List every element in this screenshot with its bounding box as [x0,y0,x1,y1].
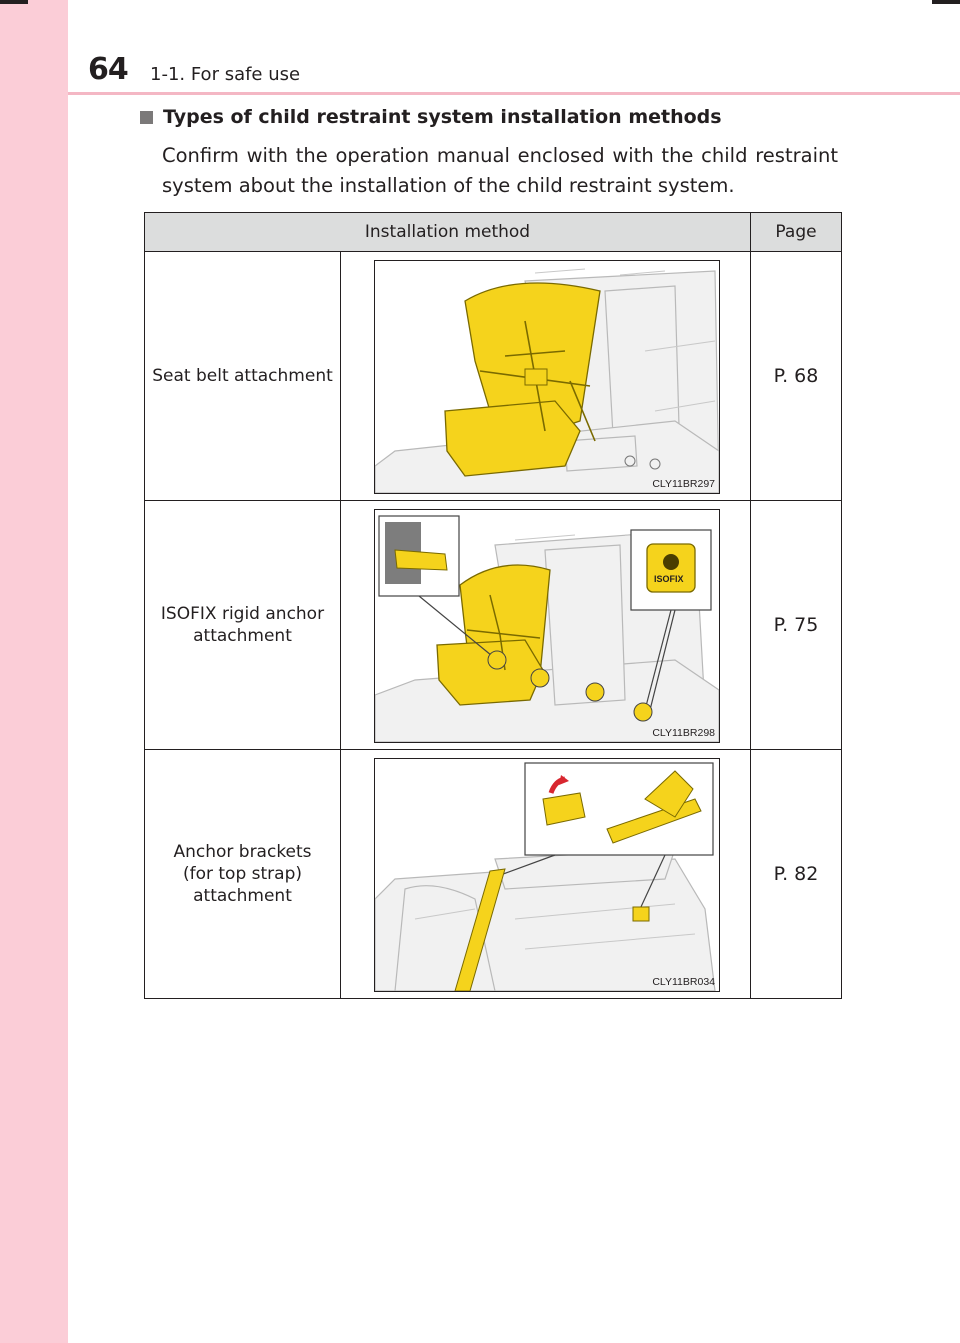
isofix-illustration [374,509,720,743]
intro-paragraph: Confirm with the operation manual enclosed with the child restraint system about the installation of the child restraint system. [162,144,838,197]
seat-belt-illustration [374,260,720,494]
illustration-cell [341,252,751,501]
method-cell: ISOFIX rigid anchor attachment [145,501,341,750]
page-cell: P. 68 [751,252,842,501]
heading [140,106,722,128]
page-cell: P. 82 [751,750,842,999]
square-bullet-icon [140,111,153,124]
isofix-drawing [375,510,719,742]
illustration-code: CLY11BR297 [652,478,715,490]
page-number: 64 [88,52,128,87]
isofix-badge-label: ISOFIX [654,574,684,584]
illustration-code: CLY11BR298 [652,727,715,739]
method-cell: Seat belt attachment [145,252,341,501]
crop-mark-right [932,0,960,4]
method-cell [145,750,341,999]
anchor-bracket-illustration [374,758,720,992]
column-header-page: Page [751,213,842,252]
method-label: Anchor brackets (for top strap) attachment [173,842,312,906]
header-rule [68,92,960,95]
table-row [145,501,842,750]
table-row [145,252,842,501]
page-cell: P. 75 [751,501,842,750]
heading-text: Types of child restraint system installation methods [163,106,722,128]
illustration-cell [341,750,751,999]
table-header-row [145,213,842,252]
section-title: 1-1. For safe use [150,64,301,85]
anchor-bracket-drawing [375,759,719,991]
column-header-method: Installation method [145,213,751,252]
illustration-cell [341,501,751,750]
illustration-code: CLY11BR034 [652,976,715,988]
installation-methods-table [144,212,842,999]
seat-belt-drawing [375,261,719,493]
page-side-tab [0,0,68,1343]
table-row [145,750,842,999]
crop-mark-left [0,0,28,4]
